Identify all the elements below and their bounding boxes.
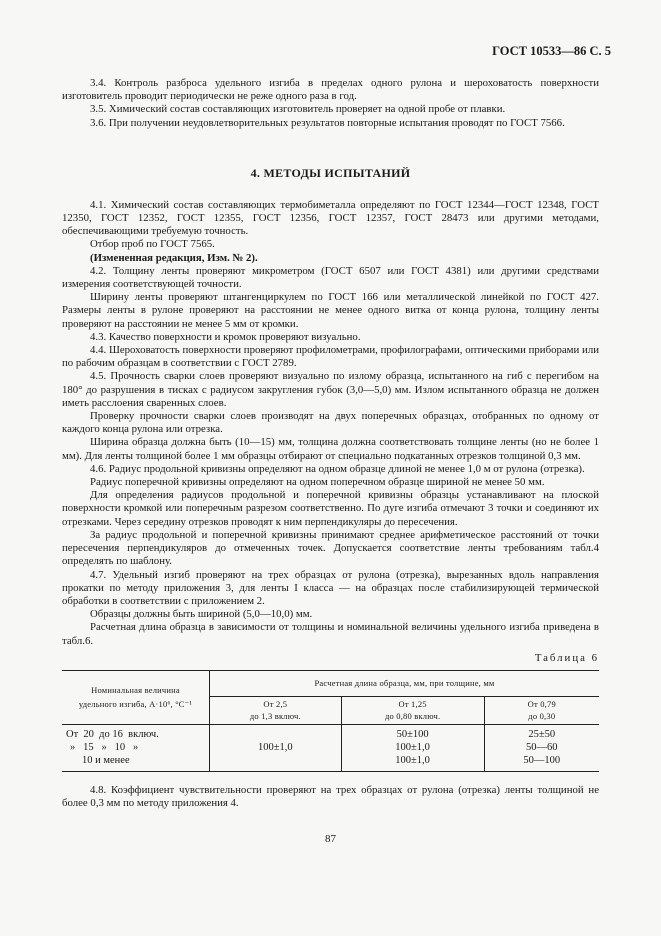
group-header: Расчетная длина образца, мм, при толщине, мм: [210, 670, 600, 696]
table-6: [62, 670, 599, 772]
section-title: 4. МЕТОДЫ ИСПЫТАНИЙ: [250, 165, 411, 180]
table-value: 50±100: [396, 728, 429, 740]
paragraph-3-4: 3.4. Контроль разброса удельного изгиба в пределах одного рулона и шероховатость поверхности изготовитель проводит периодически не реже одного раза в год.: [62, 77, 599, 103]
sub-header-2-line1: От 1,25: [398, 699, 427, 710]
paragraph-calc-length: Расчетная длина образца в зависимости от толщины и номинальной величины удельного изгиба приведена в табл.6.: [62, 621, 599, 647]
amendment-note: (Измененная редакция, Изм. № 2).: [90, 251, 258, 264]
table-value: 100±1,0: [258, 741, 293, 753]
paragraph-4-1: 4.1. Химический состав составляющих термобиметалла определяют по ГОСТ 12344—ГОСТ 12348, ГОСТ 12350, ГОСТ 12352, ГОСТ 12355, ГОСТ 12356, ГОСТ 12357, ГОСТ 28473 или другими методами, обеспечивающими требуемую точность.: [62, 198, 599, 238]
sub-header-1: [210, 696, 342, 724]
paragraph-4-2: 4.2. Толщину ленты проверяют микрометром (ГОСТ 6507 или ГОСТ 4381) или другими средствами измерения соответствующей точности.: [62, 264, 599, 291]
paragraph-width: Ширину ленты проверяют штангенциркулем по ГОСТ 166 или металлической линейкой по ГОСТ 427. Размеры ленты в рулоне проверяют на расстоянии не менее одного витка от конца рулона, толщину ленты проверяют на расстоянии не менее 5 мм от кромки.: [62, 291, 599, 330]
col-header-nominal: [62, 670, 210, 724]
sub-header-2: [341, 696, 484, 724]
sub-header-3-line1: От 0,79: [527, 699, 556, 710]
table-row: [62, 724, 599, 771]
paragraph-sample-size: Образцы должны быть шириной (5,0—10,0) мм.: [90, 608, 313, 621]
paragraph-radius-method: Для определения радиусов продольной и поперечной кривизны образцы устанавливают на плоской поверхности кромкой или поперечным разрезом соответственно. По дуге изгиба отмечают 3 точки и соединяют их отрезками. Через середину отрезков проводят к ним перпендикуляры до пересечения.: [62, 489, 599, 528]
row-label: 10 и менее: [82, 754, 130, 766]
paragraph-weld-check: Проверку прочности сварки слоев производят на двух поперечных образцах, отобранных по одному от каждого конца рулона или отрезка.: [62, 410, 599, 436]
row-label: » 15 » 10 »: [70, 741, 139, 753]
paragraph-4-5: 4.5. Прочность сварки слоев проверяют визуально по излому образца, испытанного на гиб с перегибом на 180° до разрушения в тисках с радиусом закругления губок (3,0—5,0) мм. Излом испытанного образца не должен иметь расслоения сваренных слоев.: [62, 370, 599, 409]
col-header-nominal-line1: Номинальная величина: [91, 684, 180, 695]
paragraph-sampling: Отбор проб по ГОСТ 7565.: [90, 238, 215, 251]
sub-header-3: [484, 696, 599, 724]
table-value: 100±1,0: [395, 741, 430, 753]
table-value: 100±1,0: [395, 754, 430, 766]
table-cell-col2: [341, 724, 484, 771]
paragraph-4-8: 4.8. Коэффициент чувствительности проверяют на трех образцах от рулона (отрезка) ленты толщиной не более 0,3 мм по методу приложения 4.: [62, 783, 599, 809]
paragraph-radius-mean: За радиус продольной и поперечной кривизны принимают среднее арифметическое расстояний от точки пересечения перпендикуляров до отмеченных точек. Допускается соответствие ленты требованиям табл.4 определять по шаблону.: [62, 528, 599, 568]
table-value: 50—60: [526, 741, 558, 753]
col-header-nominal-line2: удельного изгиба, A·10⁶, °C⁻¹: [78, 698, 193, 709]
sub-header-2-line2: до 0,80 включ.: [384, 711, 441, 722]
sub-header-1-line1: От 2,5: [263, 699, 288, 710]
page-header: ГОСТ 10533—86 С. 5: [492, 44, 611, 58]
sub-header-1-line2: до 1,3 включ.: [249, 711, 301, 722]
paragraph-4-4: 4.4. Шероховатость поверхности проверяют профилометрами, профилографами, оптическими приборами или по рабочим образцам в соответствии с ГОСТ 2789.: [62, 344, 599, 370]
sub-header-3-line2: до 0,30: [528, 711, 556, 722]
paragraph-3-5: 3.5. Химический состав составляющих изготовитель проверяет на одной пробе от плавки.: [90, 103, 506, 116]
paragraph-4-6: 4.6. Радиус продольной кривизны определяют на одном образце длиной не менее 1,0 м от рулона (отрезка).: [90, 462, 585, 475]
row-label: От 20 до 16 включ.: [66, 728, 159, 740]
paragraph-4-3: 4.3. Качество поверхности и кромок проверяют визуально.: [90, 330, 361, 343]
document-body: [62, 77, 599, 810]
table-caption: Таблица 6: [534, 651, 599, 664]
table-value: 50—100: [523, 754, 561, 766]
page-number: 87: [325, 833, 336, 845]
paragraph-sample-width: Ширина образца должна быть (10—15) мм, толщина должна соответствовать толщине ленты (но не более 1 мм). Для ленты толщиной более 1 мм образцы отбирают от специально подкатанных отрезков толщиной 0,3 мм.: [62, 436, 599, 462]
table-cell-col1: [210, 724, 342, 771]
paragraph-3-6: 3.6. При получении неудовлетворительных результатов повторные испытания проводят по ГОСТ 7566.: [90, 116, 565, 129]
table-value: 25±50: [528, 728, 556, 740]
table-header-row: [62, 670, 599, 696]
table-cell-labels: [62, 724, 210, 771]
table-cell-col3: [484, 724, 599, 771]
paragraph-4-7: 4.7. Удельный изгиб проверяют на трех образцах от рулона (отрезка), вырезанных вдоль направления прокатки по методу приложения 3, для ленты I класса — на образцах после стабилизирующей термической обработки в соответствии с приложением 2.: [62, 568, 599, 607]
paragraph-transverse-radius: Радиус поперечной кривизны определяют на одном поперечном образце шириной не менее 50 мм.: [90, 476, 545, 489]
